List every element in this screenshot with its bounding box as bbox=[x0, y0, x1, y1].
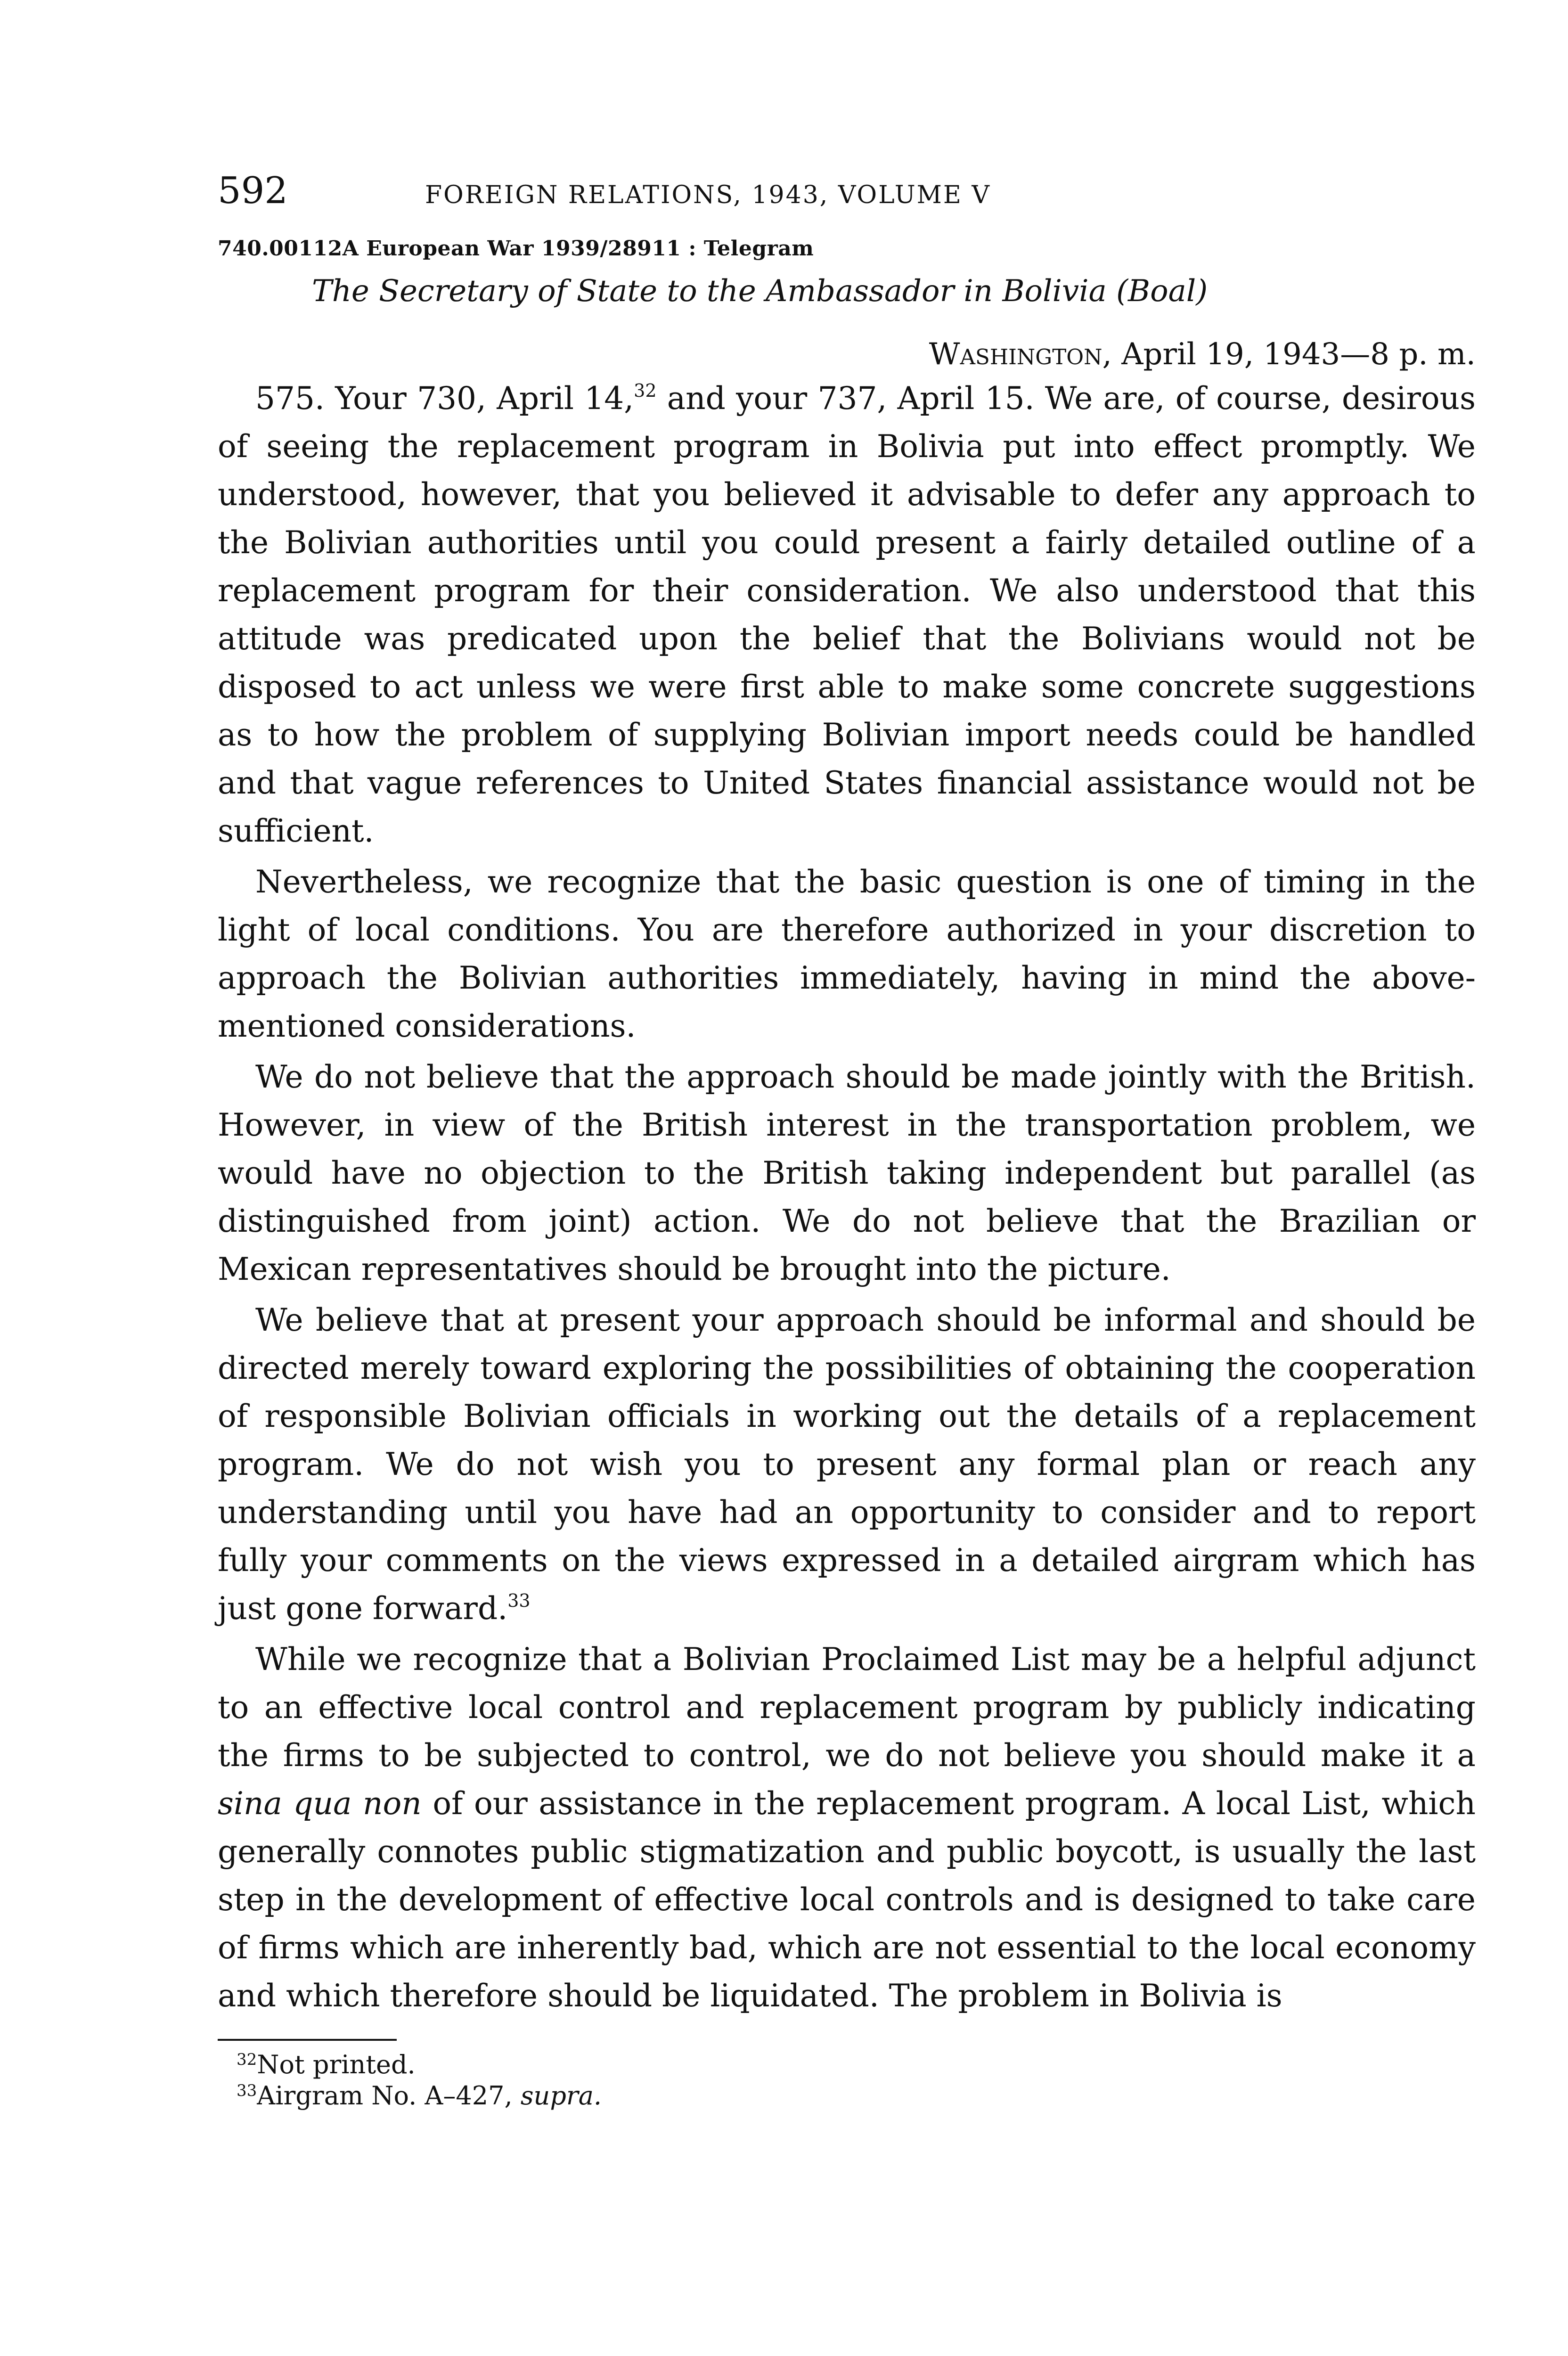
document-title: The Secretary of State to the Ambassador in Bolivia (Boal) bbox=[312, 274, 1208, 309]
paragraph-5 bbox=[218, 1636, 1476, 2020]
paragraph-5-start: While we recognize that a Bolivian Proclaimed List may be a helpful adjunct to an effective local control and replacement program by publicly indicating the firms to be subjected to control, we do not believe you should make it a bbox=[218, 1641, 1476, 1774]
paragraph-2: Nevertheless, we recognize that the basic question is one of timing in the light of local conditions. You are therefore authorized in your discretion to approach the Bolivian authorities immediately, having in mind the above-mentioned considerations. bbox=[218, 864, 1476, 1044]
paragraph-3: We do not believe that the approach should be made jointly with the British. However, in view of the British interest in the transportation problem, we would have no objection to the British taking independent but parallel (as distinguished from joint) action. We do not believe that the Brazilian or Mexican representatives should be brought into the picture. bbox=[218, 1059, 1476, 1287]
latin-phrase: sina qua non bbox=[218, 1785, 422, 1822]
page-number: 592 bbox=[218, 170, 288, 212]
dateline bbox=[218, 337, 1476, 372]
paragraph-4 bbox=[218, 1296, 1476, 1633]
document-page bbox=[218, 170, 1476, 2111]
running-header: FOREIGN RELATIONS, 1943, VOLUME V bbox=[425, 181, 991, 209]
dateline-date: April 19, 1943—8 p. m. bbox=[1121, 337, 1476, 372]
paragraph-5-rest: of our assistance in the replacement program. A local List, which generally connotes public stigmatization and public boycott, is usually the last step in the development of effective local controls and is designed to take care of firms which are inherently bad, which are not essential to the local economy and which therefore should be liquidated. The problem in Bolivia is bbox=[218, 1785, 1476, 2014]
footnote-ref-32: 32 bbox=[634, 380, 657, 401]
footnote-marker: 33 bbox=[237, 2081, 257, 2100]
footnote-ref-33: 33 bbox=[507, 1590, 531, 1611]
footnote-marker: 32 bbox=[237, 2050, 257, 2069]
footnote-divider bbox=[218, 2039, 397, 2041]
dateline-place: Washington, bbox=[929, 337, 1112, 372]
footnote-32 bbox=[237, 2049, 1476, 2080]
footnote-text: Not printed. bbox=[257, 2050, 416, 2079]
running-head bbox=[218, 170, 1476, 226]
footnote-text: Airgram No. A–427, bbox=[257, 2081, 521, 2111]
paragraph-4-text: We believe that at present your approach should be informal and should be directed merely toward exploring the possibilities of obtaining the cooperation of responsible Bolivian officials in working out the details of a replacement program. We do not wish you to present any formal plan or reach any understanding until you have had an opportunity to consider and to report fully your comments on the views expressed in a detailed airgram which has just gone forward. bbox=[218, 1302, 1476, 1627]
paragraph-1-start: 575. Your 730, April 14, bbox=[255, 380, 634, 417]
paragraph-1-rest: and your 737, April 15. We are, of course, desirous of seeing the replacement program in Bolivia put into effect promptly. We understood, however, that you believed it advisable to defer any approach to the Bolivian authorities until you could present a fairly detailed outline of a replacement program for their consideration. We also understood that this attitude was predicated upon the belief that the Bolivians would not be disposed to act unless we were first able to make some concrete suggestions as to how the problem of supplying Bolivian import needs could be handled and that vague references to United States financial assistance would not be sufficient. bbox=[218, 380, 1476, 849]
footnote-italic: supra. bbox=[520, 2081, 602, 2111]
paragraph-1 bbox=[218, 375, 1476, 855]
footnote-33 bbox=[237, 2080, 1476, 2111]
file-reference: 740.00112A European War 1939/28911 : Telegram bbox=[218, 237, 814, 261]
telegram-body bbox=[218, 375, 1476, 2020]
